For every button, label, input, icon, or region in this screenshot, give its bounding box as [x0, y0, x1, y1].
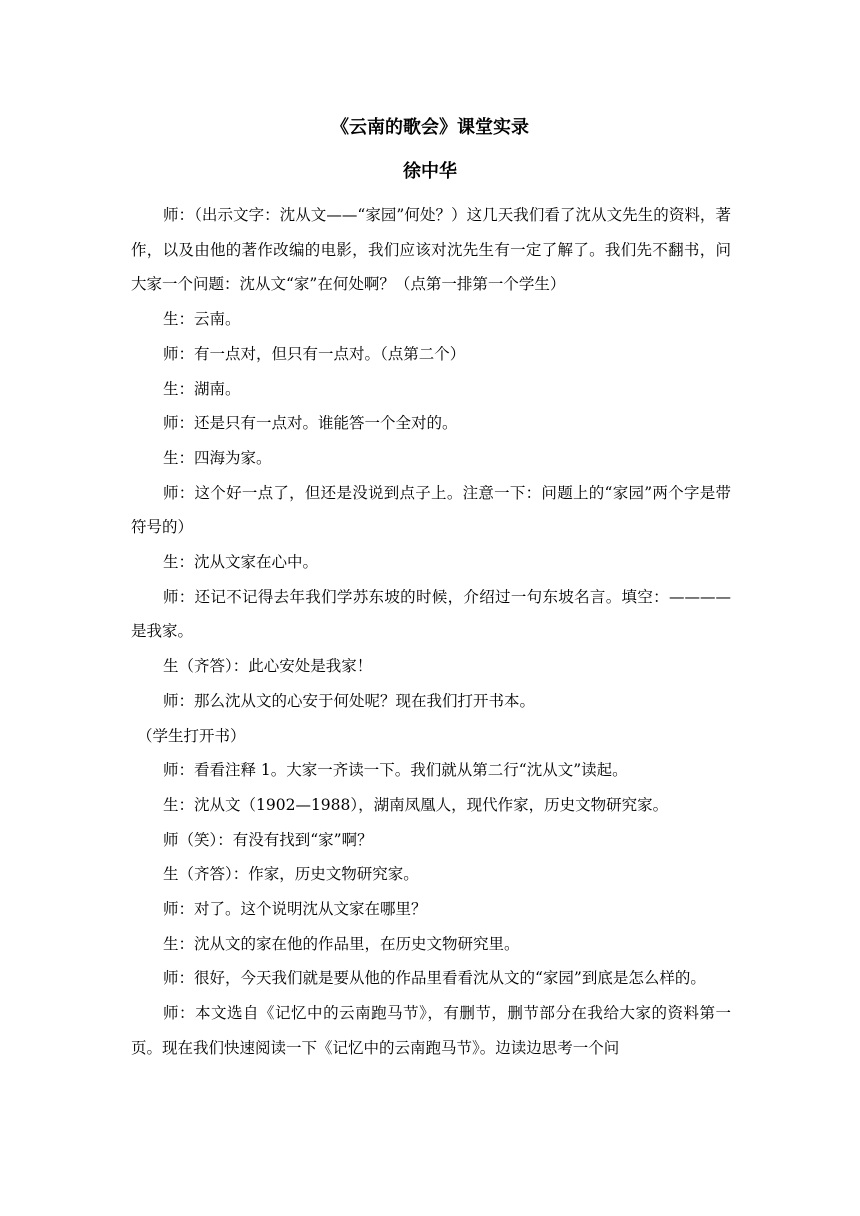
- document-title: 《云南的歌会》课堂实录: [331, 117, 529, 138]
- paragraph: 生（齐答）：作家，历史文物研究家。: [163, 865, 419, 884]
- paragraph: 师：有一点对，但只有一点对。（点第二个）: [163, 344, 466, 363]
- paragraph: 生：沈从文家在心中。: [163, 553, 319, 572]
- paragraph: 师：还是只有一点对。谁能答一个全对的。: [163, 414, 458, 433]
- paragraph: 生：沈从文的家在他的作品里，在历史文物研究里。: [163, 934, 520, 953]
- paragraph: 师：（出示文字：沈从文——“家园”何处？）这几天我们看了沈从文先生的资料，著作，以及由他的著作改编的电影，我们应该对沈先生有一定了解了。我们先不翻书，问大家一个问题：沈从文“家”在何处啊？（点第一排第一个学生）: [131, 206, 731, 294]
- paragraph: 生（齐答）：此心安处是我家！: [163, 657, 373, 676]
- paragraph: 师：这个好一点了，但还是没说到点子上。注意一下：问题上的“家园”两个字是带符号的）: [131, 483, 731, 537]
- paragraph: 师：看看注释 1。大家一齐读一下。我们就从第二行“沈从文”读起。: [163, 761, 628, 780]
- paragraph: 生：湖南。: [163, 379, 241, 398]
- paragraph: 生：云南。: [163, 310, 241, 329]
- paragraph: 师：那么沈从文的心安于何处呢？现在我们打开书本。: [163, 691, 536, 710]
- document-body: [131, 198, 731, 1066]
- paragraph: 师：还记不记得去年我们学苏东坡的时候，介绍过一句东坡名言。填空：————是我家。: [131, 587, 731, 641]
- paragraph: 师：本文选自《记忆中的云南跑马节》，有删节，删节部分在我给大家的资料第一页。现在我们快速阅读一下《记忆中的云南跑马节》。边读边思考一个问: [131, 1004, 731, 1057]
- paragraph: 生：沈从文（1902—1988），湖南凤凰人，现代作家，历史文物研究家。: [163, 795, 669, 814]
- paragraph: 师：对了。这个说明沈从文家在哪里？: [163, 900, 427, 919]
- paragraph: （学生打开书）: [137, 726, 246, 745]
- document-author: 徐中华: [403, 161, 457, 182]
- paragraph: 师：很好，今天我们就是要从他的作品里看看沈从文的“家园”到底是怎么样的。: [163, 969, 706, 988]
- paragraph: 生：四海为家。: [163, 448, 272, 467]
- paragraph: 师（笑）：有没有找到“家”啊？: [163, 830, 373, 849]
